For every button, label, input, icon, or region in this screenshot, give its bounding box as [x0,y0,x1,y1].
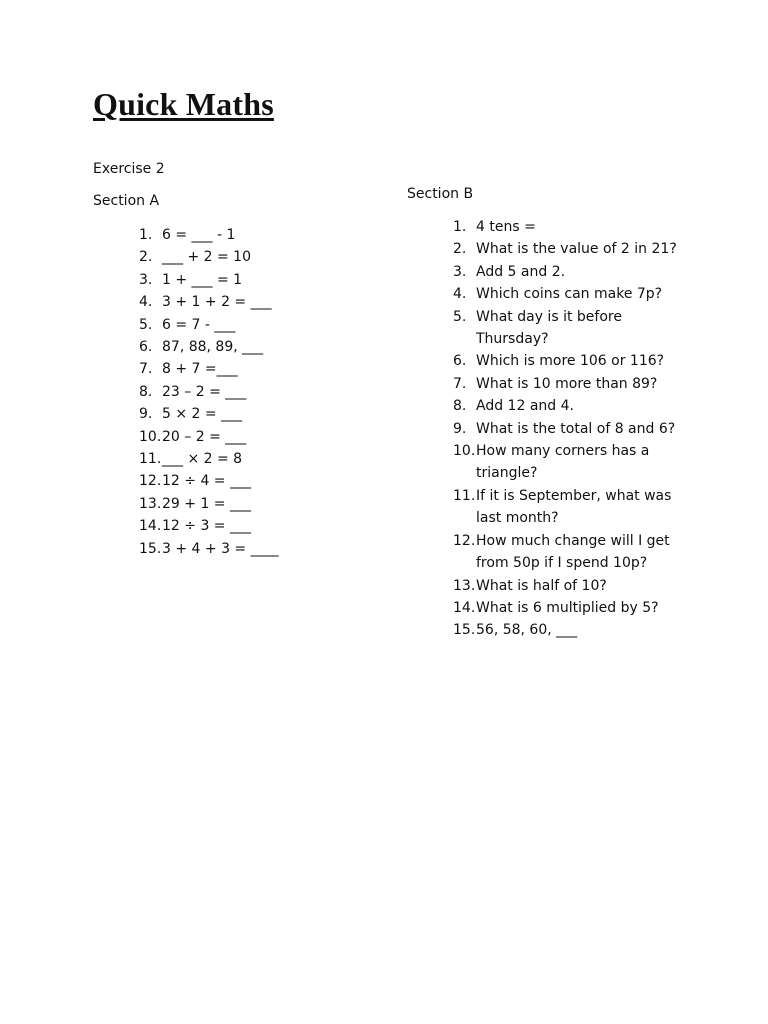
list-item [139,515,279,537]
item-number: 4. [139,294,153,311]
section-a-heading: Section A [93,193,160,209]
list-item [139,224,279,246]
item-number: 1. [453,219,467,235]
item-text: 1 + ___ = 1 [162,271,243,288]
list-item [139,538,279,560]
item-number: 3. [453,263,467,280]
list-item [453,283,683,305]
item-text: Which coins can make 7p? [476,286,663,303]
item-text: Which is more 106 or 116? [476,353,665,370]
list-item [139,314,279,336]
item-number: 6. [453,353,467,370]
list-item [453,350,683,372]
list-item [139,426,279,448]
item-text: What is half of 10? [476,577,607,594]
list-item [139,358,279,380]
item-number: 10. [139,428,162,445]
item-number: 11. [139,451,162,468]
section-a-list [139,224,279,560]
list-item [453,597,683,619]
item-number: 14. [139,518,162,535]
list-item [139,291,279,313]
item-text: 3 + 4 + 3 = ____ [162,540,279,557]
list-item [453,306,683,351]
item-number: 12. [453,532,476,549]
item-text: Add 5 and 2. [476,263,566,280]
item-number: 5. [139,316,153,333]
item-text: 5 × 2 = ___ [162,406,243,423]
item-number: 8. [139,383,153,400]
item-number: 2. [453,241,467,258]
list-item [453,575,683,597]
item-number: 8. [453,398,467,415]
item-number: 10. [453,443,476,460]
list-item [453,440,683,485]
item-text: What is 6 multiplied by 5? [476,599,659,616]
list-item [453,261,683,283]
item-text: 8 + 7 =___ [162,361,238,378]
item-text: 20 – 2 = ___ [162,428,247,445]
item-number: 15. [139,540,162,557]
item-text: What is the total of 8 and 6? [476,420,676,437]
list-item [453,619,683,641]
list-item [453,485,683,530]
item-text: ___ + 2 = 10 [162,249,251,266]
item-number: 15. [453,622,476,639]
item-text: 6 = ___ - 1 [162,227,236,243]
item-text: What day is it before Thursday? [476,308,622,348]
item-text: 87, 88, 89, ___ [162,339,264,356]
item-number: 2. [139,249,153,266]
list-item [453,238,683,260]
item-number: 7. [139,361,153,378]
exercise-heading: Exercise 2 [93,161,165,177]
item-text: 29 + 1 = ___ [162,495,251,512]
list-item [139,470,279,492]
page-title: Quick Maths [93,86,274,122]
list-item [453,395,683,417]
list-item [453,530,683,575]
item-number: 1. [139,227,153,243]
item-text: 3 + 1 + 2 = ___ [162,294,272,311]
list-item [139,269,279,291]
list-item [453,216,683,238]
list-item [453,373,683,395]
item-number: 4. [453,286,467,303]
item-number: 14. [453,599,476,616]
list-item [139,403,279,425]
item-text: What is the value of 2 in 21? [476,241,677,258]
item-text: Add 12 and 4. [476,398,574,415]
item-number: 5. [453,308,467,325]
item-number: 7. [453,375,467,392]
section-b-heading: Section B [407,186,474,202]
item-text: What is 10 more than 89? [476,375,658,392]
item-number: 12. [139,473,162,490]
item-text: 6 = 7 - ___ [162,316,236,333]
list-item [139,336,279,358]
item-number: 9. [139,406,153,423]
item-text: If it is September, what was last month? [476,487,672,527]
section-b-list [453,216,683,642]
item-number: 13. [453,577,476,594]
item-text: 23 – 2 = ___ [162,383,247,400]
list-item [139,448,279,470]
item-number: 13. [139,495,162,512]
list-item [139,493,279,515]
list-item [139,246,279,268]
list-item [139,381,279,403]
item-text: 12 ÷ 4 = ___ [162,473,251,490]
item-text: ___ × 2 = 8 [162,451,243,468]
item-number: 9. [453,420,467,437]
item-text: How much change will I get from 50p if I spend 10p? [476,532,670,572]
item-number: 6. [139,339,153,356]
list-item [453,418,683,440]
item-text: How many corners has a triangle? [476,443,650,482]
item-text: 12 ÷ 3 = ___ [162,518,251,535]
item-text: 4 tens = [476,219,536,235]
item-text: 56, 58, 60, ___ [476,622,578,639]
item-number: 3. [139,271,153,288]
item-number: 11. [453,487,476,504]
